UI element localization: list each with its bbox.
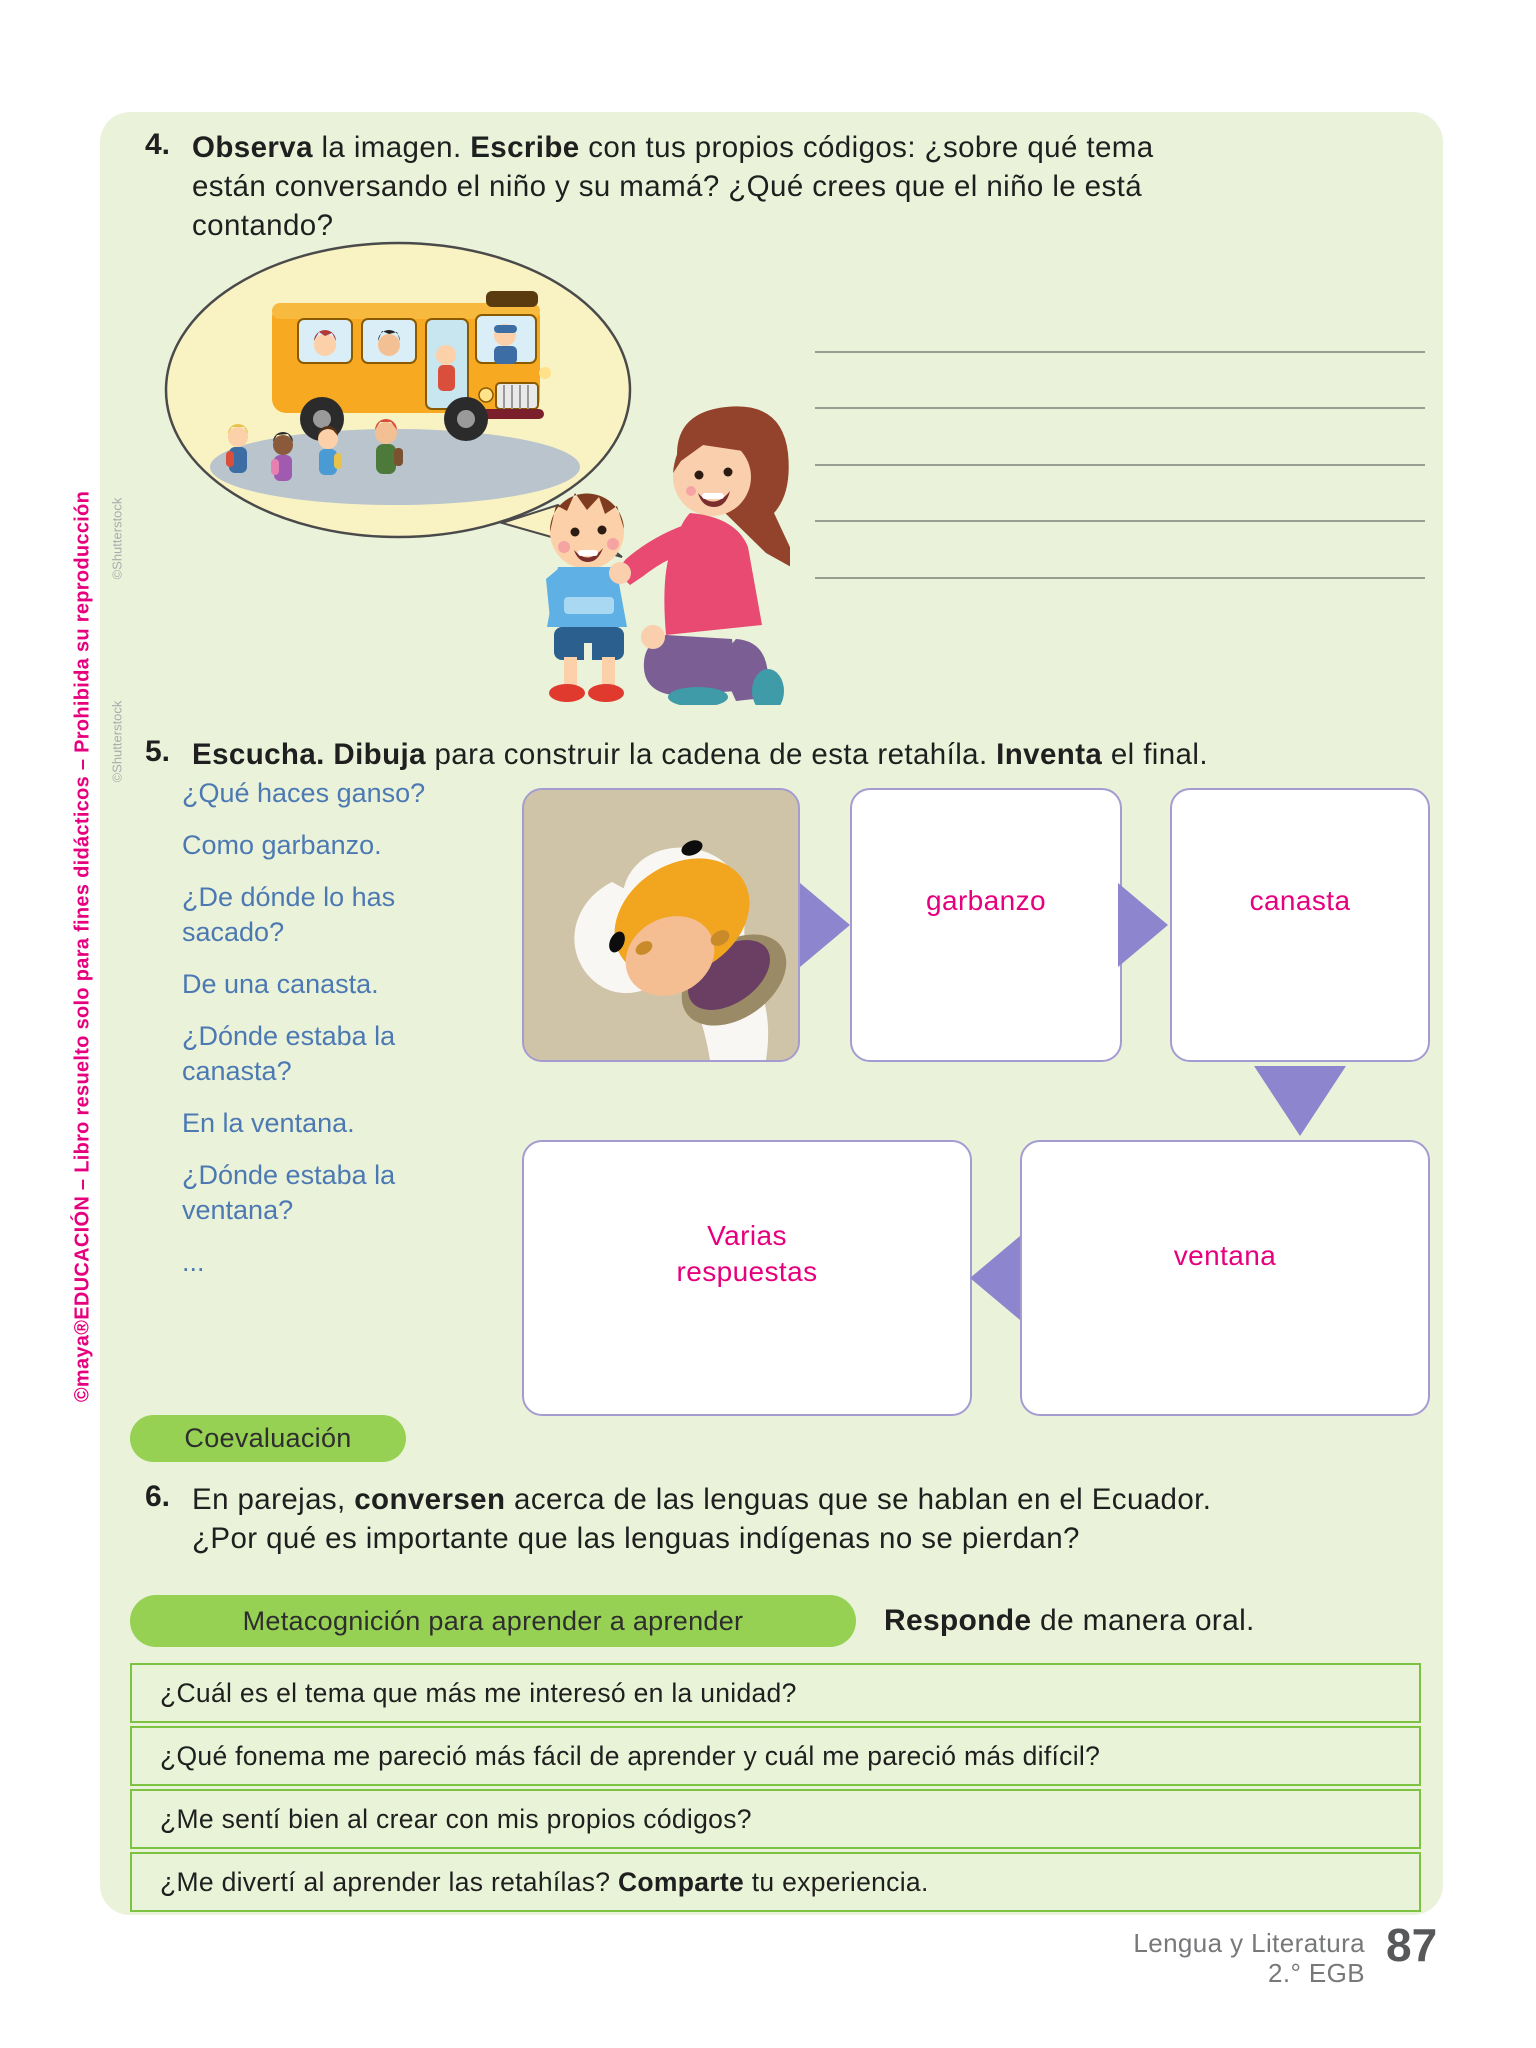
exercise-4-number: 4. <box>145 128 171 161</box>
mother-child-illustration <box>150 205 790 705</box>
arrow-down-icon <box>1254 1066 1346 1136</box>
shutterstock-credit: ©Shutterstock <box>109 700 125 783</box>
retahila-line: ¿Dónde estaba la ventana? <box>182 1160 396 1225</box>
writing-line <box>815 407 1425 409</box>
retahila-line: ¿De dónde lo has sacado? <box>182 882 396 947</box>
shutterstock-credit: ©Shutterstock <box>109 497 125 580</box>
retahila-line: ¿Dónde estaba la canasta? <box>182 1021 396 1086</box>
exercise-5-number: 5. <box>145 735 171 768</box>
exercise-5-instruction: Escucha. Dibuja para construir la cadena de esta retahíla. Inventa el final. <box>192 738 1208 771</box>
writing-line <box>815 351 1425 353</box>
writing-line <box>815 520 1425 522</box>
footer-subject: Lengua y Literatura <box>1133 1928 1365 1958</box>
writing-line <box>815 577 1425 579</box>
responde-note: Responde de manera oral. <box>884 1604 1255 1637</box>
diagram-card-garbanzo <box>850 788 1122 1062</box>
card-label-canasta: canasta <box>1249 885 1351 916</box>
metacognicion-badge: Metacognición para aprender a aprender <box>130 1595 856 1647</box>
exercise-4-line-3: contando? <box>192 209 334 242</box>
metacognition-table-row: ¿Qué fonema me pareció más fácil de aprender y cuál me pareció más difícil? <box>130 1726 1421 1786</box>
retahila-line: ¿Qué haces ganso? <box>182 778 426 808</box>
retahila-line: De una canasta. <box>182 969 379 999</box>
arrow-left-icon <box>970 1236 1020 1320</box>
exercise-6-number: 6. <box>145 1480 171 1513</box>
card-label-respuestas: respuestas <box>676 1256 818 1287</box>
diagram-card-canasta <box>1170 788 1430 1062</box>
goose-photo <box>524 790 798 1060</box>
exercise-6-line-2: ¿Por qué es importante que las lenguas indígenas no se pierdan? <box>192 1522 1080 1555</box>
coevaluacion-badge: Coevaluación <box>130 1415 406 1462</box>
page-number: 87 <box>1386 1919 1438 1971</box>
goose-photo-card <box>522 788 800 1062</box>
exercise-4-line-1: Observa la imagen. Escribe con tus propios códigos: ¿sobre qué tema <box>192 131 1154 164</box>
retahila-text <box>182 776 467 1297</box>
sidebar-copyright: ©maya®EDUCACIÓN – Libro resuelto solo para fines didácticos – Prohibida su reproducción <box>71 490 94 1403</box>
metacognition-table-row: ¿Me sentí bien al crear con mis propios códigos? <box>130 1789 1421 1849</box>
card-label-varias: Varias <box>707 1220 787 1251</box>
arrow-right-icon <box>800 883 850 967</box>
metacognition-table-row: ¿Cuál es el tema que más me interesó en la unidad? <box>130 1663 1421 1723</box>
diagram-card-ventana <box>1020 1140 1430 1416</box>
exercise-6-line-1: En parejas, conversen acerca de las lenguas que se hablan en el Ecuador. <box>192 1483 1212 1516</box>
mom <box>609 406 790 705</box>
metacognition-table-row: ¿Me divertí al aprender las retahílas? Comparte tu experiencia. <box>130 1852 1421 1912</box>
diagram-card-varias-respuestas <box>522 1140 972 1416</box>
retahila-line: Como garbanzo. <box>182 830 382 860</box>
boy <box>546 493 627 702</box>
footer-grade: 2.° EGB <box>1267 1958 1365 1988</box>
exercise-4-line-2: están conversando el niño y su mamá? ¿Qué crees que el niño le está <box>192 170 1143 203</box>
card-label-garbanzo: garbanzo <box>926 885 1046 916</box>
arrow-right-icon <box>1118 883 1168 967</box>
retahila-line: En la ventana. <box>182 1108 355 1138</box>
writing-line <box>815 464 1425 466</box>
retahila-ellipsis: ... <box>182 1247 205 1277</box>
card-label-ventana: ventana <box>1173 1240 1277 1271</box>
exercise-6-instruction <box>192 1480 1211 1558</box>
